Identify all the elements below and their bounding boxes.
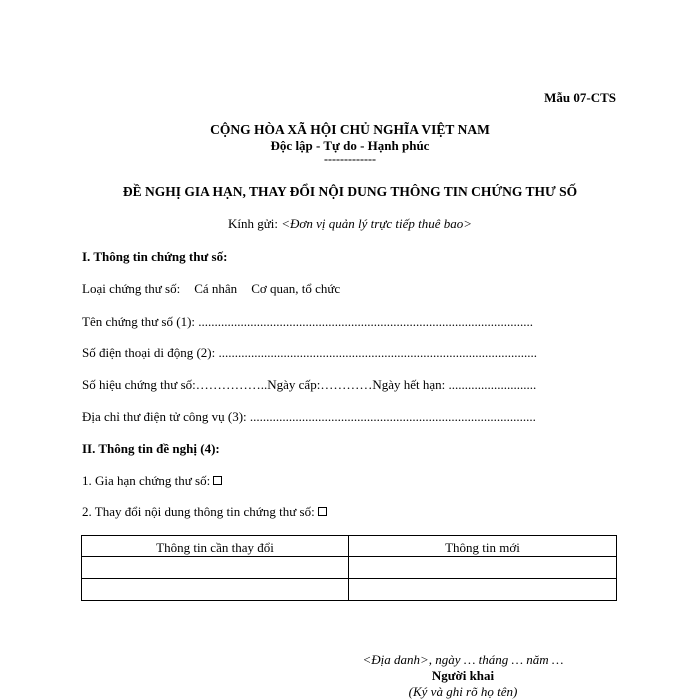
table-cell[interactable] — [349, 579, 617, 601]
national-header — [0, 122, 700, 165]
cert-type-option-organization: Cơ quan, tổ chức — [251, 281, 341, 296]
serial-field: Số hiệu chứng thư số:……………..Ngày cấp:…………Ngày hết hạn: ........................... — [82, 377, 537, 392]
signature-title: Người khai — [431, 668, 495, 683]
change-info-table — [81, 535, 617, 601]
renew-option-label: 1. Gia hạn chứng thư số: — [82, 473, 211, 488]
signature-date-line: <Địa danh>, ngày … tháng … năm … — [362, 652, 564, 667]
change-checkbox[interactable] — [318, 507, 327, 516]
header-info-to-change: Thông tin cần thay đổi — [82, 536, 349, 557]
change-option-label: 2. Thay đổi nội dung thông tin chứng thư số: — [82, 504, 315, 519]
change-option-line — [82, 504, 327, 520]
table-cell[interactable] — [82, 579, 349, 601]
section1-heading: I. Thông tin chứng thư số: — [82, 249, 228, 264]
table-cell[interactable] — [349, 557, 617, 579]
table-row — [82, 579, 617, 601]
table-row — [82, 557, 617, 579]
cert-type-line — [82, 281, 340, 297]
renew-checkbox[interactable] — [213, 476, 222, 485]
cert-type-option-individual: Cá nhân — [194, 281, 238, 296]
table-cell[interactable] — [82, 557, 349, 579]
form-code: Mẫu 07-CTS — [544, 90, 616, 105]
signature-note: (Ký và ghi rõ họ tên) — [408, 684, 518, 699]
section2-heading: II. Thông tin đề nghị (4): — [82, 441, 220, 456]
recipient-value: <Đơn vị quản lý trực tiếp thuê bao> — [281, 216, 473, 231]
cert-type-label: Loại chứng thư số: — [82, 281, 181, 296]
renew-option-line — [82, 473, 222, 489]
document-title: ĐỀ NGHỊ GIA HẠN, THAY ĐỔI NỘI DUNG THÔNG TIN CHỨNG THƯ SỐ — [122, 184, 578, 199]
header-divider: ------------- — [324, 152, 376, 166]
signature-block — [345, 652, 581, 700]
cert-name-field: Tên chứng thư số (1): ....................................................................................................... — [82, 314, 534, 329]
national-motto: Độc lập - Tự do - Hạnh phúc — [270, 138, 430, 153]
recipient-label: Kính gửi: — [227, 216, 282, 231]
table-header-row — [82, 536, 617, 557]
email-field: Địa chỉ thư điện tử công vụ (3): ........................................................................................ — [82, 409, 536, 424]
nation-name: CỘNG HÒA XÃ HỘI CHỦ NGHĨA VIỆT NAM — [210, 122, 490, 137]
header-new-info: Thông tin mới — [349, 536, 617, 557]
phone-field: Số điện thoại di động (2): .................................................................................................. — [82, 345, 537, 360]
recipient-line — [0, 216, 700, 232]
